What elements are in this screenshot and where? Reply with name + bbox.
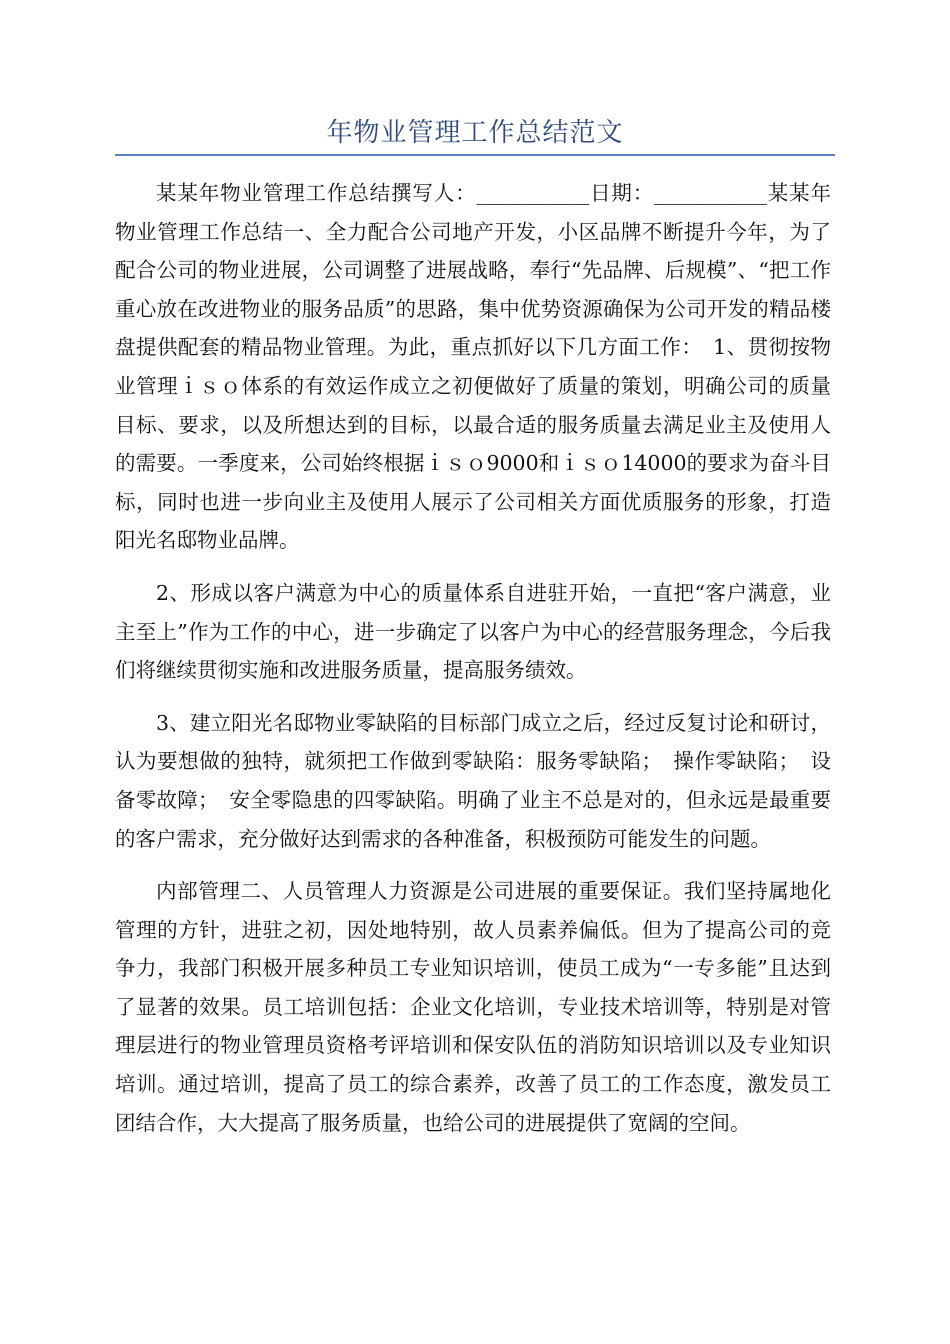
paragraph-1: 某某年物业管理工作总结撰写人：___________日期：___________某某年物业管理工作总结一、全力配合公司地产开发，小区品牌不断提升今年，为了配合公司的物业进展，公司调整了进展战略，奉行“先品牌、后规模”、“把工作重心放在改进物业的服务品质”的思路，集中优势资源确保为公司开发的精品楼盘提供配套的精品物业管理。为此，重点抓好以下几方面工作： 1、贯彻按物业管理ｉｓｏ体系的有效运作成立之初便做好了质量的策划，明确公司的质量目标、要求，以及所想达到的目标，以最合适的服务质量去满足业主及使用人的需要。一季度来，公司始终根据ｉｓｏ9000和ｉｓｏ14000的要求为奋斗目标，同时也进一步向业主及使用人展示了公司相关方面优质服务的形象，打造阳光名邸物业品牌。 <box>115 181 831 553</box>
document-body <box>115 174 831 1156</box>
title-underline <box>115 154 835 156</box>
paragraph-4: 内部管理二、人员管理人力资源是公司进展的重要保证。我们坚持属地化管理的方针，进驻之初，因处地特别，故人员素养偏低。但为了提高公司的竞争力，我部门积极开展多种员工专业知识培训，使员工成为“一专多能”且达到了显著的效果。员工培训包括：企业文化培训，专业技术培训等，特别是对管理层进行的物业管理员资格考评培训和保安队伍的消防知识培训以及专业知识培训。通过培训，提高了员工的综合素养，改善了员工的工作态度，激发员工团结合作，大大提高了服务质量，也给公司的进展提供了宽阔的空间。 <box>115 879 831 1135</box>
paragraph-2: 2、形成以客户满意为中心的质量体系自进驻开始，一直把“客户满意，业主至上”作为工作的中心，进一步确定了以客户为中心的经营服务理念，今后我们将继续贯彻实施和改进服务质量，提高服务绩效。 <box>115 580 831 683</box>
document-title: 年物业管理工作总结范文 <box>326 118 624 148</box>
paragraph-3: 3、建立阳光名邸物业零缺陷的目标部门成立之后，经过反复讨论和研讨，认为要想做的独特，就须把工作做到零缺陷：服务零缺陷； 操作零缺陷； 设备零故障； 安全零隐患的四零缺陷。明确了业主不总是对的，但永远是最重要的客户需求，充分做好达到需求的各种准备，积极预防可能发生的问题。 <box>115 710 831 851</box>
